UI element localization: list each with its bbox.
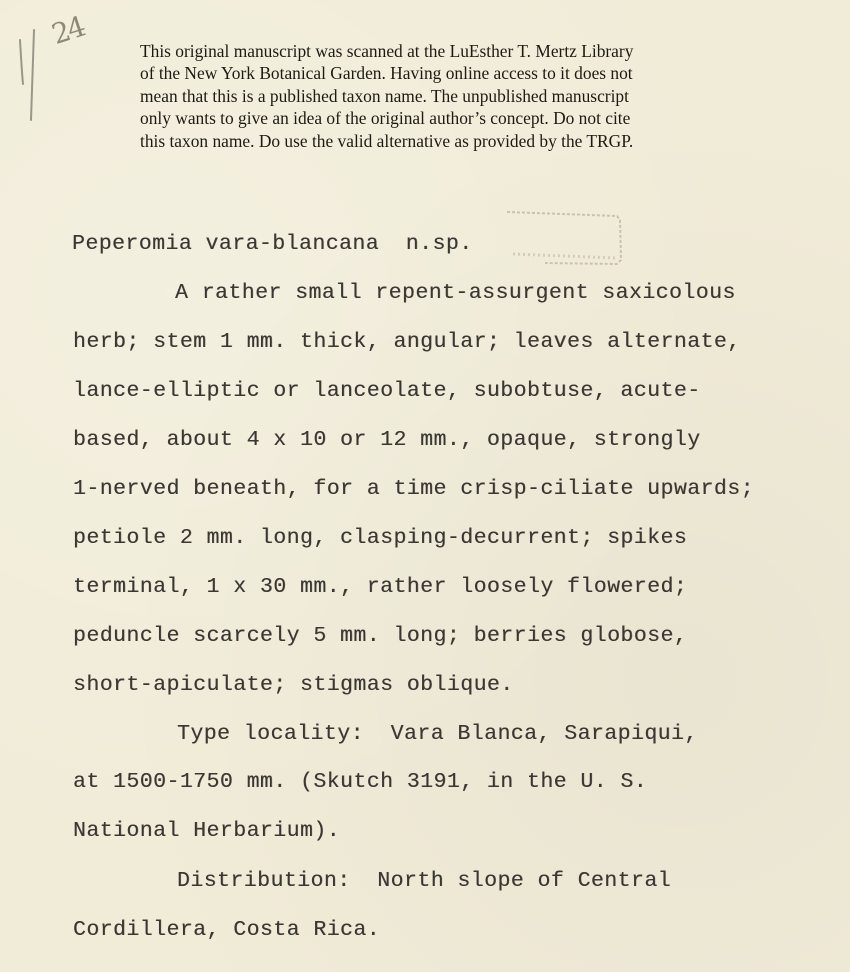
description-line: terminal, 1 x 30 mm., rather loosely flowered; [73, 575, 688, 599]
description-line: A rather small repent-assurgent saxicolous [175, 281, 736, 305]
faint-stamp-mark [505, 208, 625, 268]
notice-line: mean that this is a published taxon name. The unpublished manuscript [140, 85, 629, 106]
description-line: based, about 4 x 10 or 12 mm., opaque, strongly [73, 428, 701, 452]
distribution-line: Cordillera, Costa Rica. [73, 918, 381, 942]
notice-line: this taxon name. Do use the valid alternative as provided by the TRGP. [140, 130, 634, 151]
type-locality-line: National Herbarium). [73, 819, 341, 843]
description-line: petiole 2 mm. long, clasping-decurrent; spikes [73, 526, 688, 550]
pencil-page-number: 24 [47, 9, 88, 52]
description-line: 1-nerved beneath, for a time crisp-ciliate upwards; [73, 477, 754, 501]
description-line: lance-elliptic or lanceolate, subobtuse, acute- [73, 379, 701, 403]
notice-line: only wants to give an idea of the original author’s concept. Do not cite [140, 108, 631, 129]
notice-line: This original manuscript was scanned at the LuEsther T. Mertz Library [140, 41, 634, 61]
type-locality-line: at 1500-1750 mm. (Skutch 3191, in the U. S. [73, 770, 648, 794]
notice-line: of the New York Botanical Garden. Having online access to it does not [140, 63, 633, 84]
type-locality-line: Type locality: Vara Blanca, Sarapiqui, [177, 722, 698, 746]
description-line: herb; stem 1 mm. thick, angular; leaves alternate, [73, 330, 741, 354]
description-line: peduncle scarcely 5 mm. long; berries globose, [73, 624, 688, 648]
description-line: short-apiculate; stigmas oblique. [73, 673, 514, 697]
species-title: Peperomia vara-blancana n.sp. [72, 232, 473, 256]
library-notice [140, 40, 780, 152]
distribution-line: Distribution: North slope of Central [177, 869, 672, 893]
